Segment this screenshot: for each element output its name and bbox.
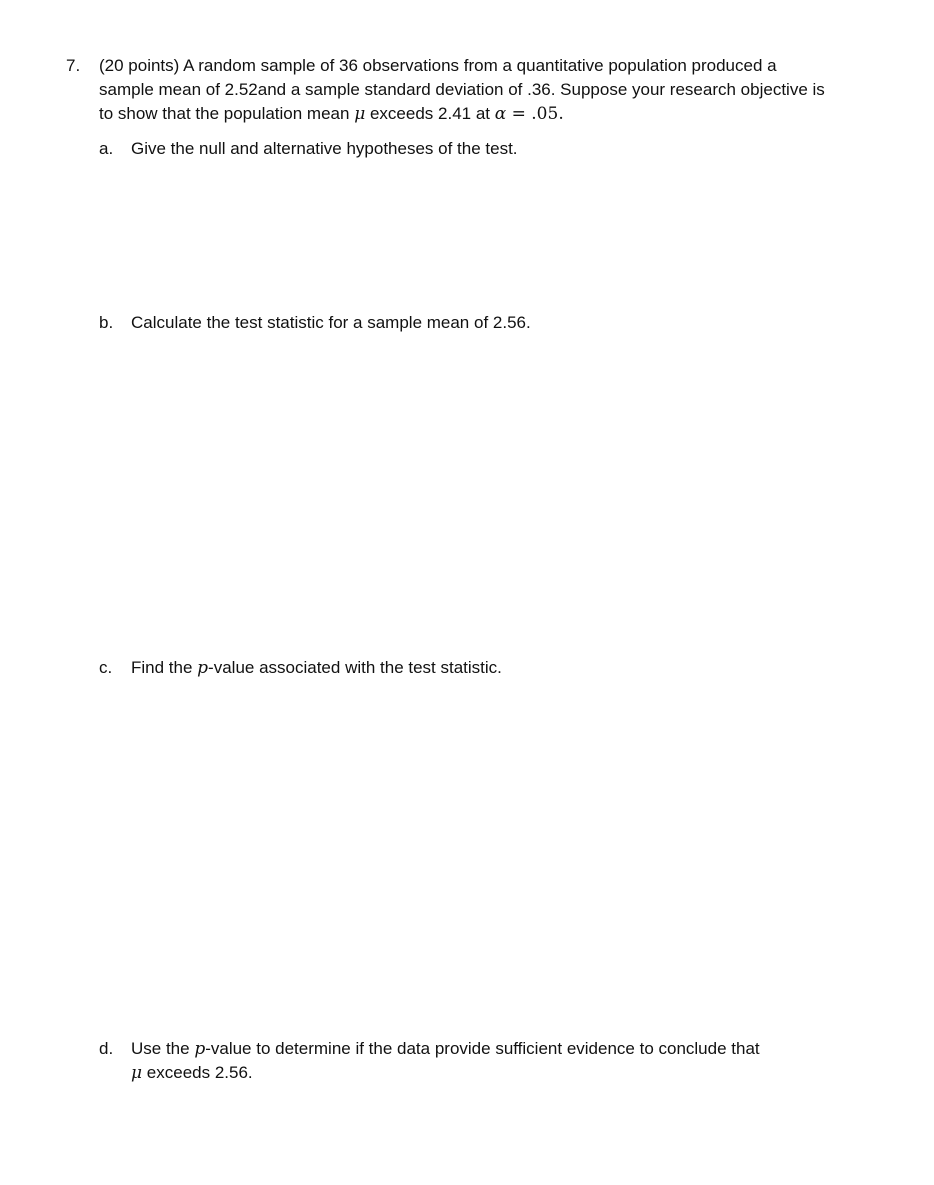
part-d-text <box>131 1037 851 1085</box>
part-d-line-1 <box>131 1037 851 1061</box>
p-symbol: p <box>197 658 209 678</box>
question-line-3-mid: exceeds 2.41 at <box>365 104 495 123</box>
part-d-text-pre: Use the <box>131 1039 195 1058</box>
question-number: 7. <box>66 56 81 75</box>
part-c-text-pre: Find the <box>131 658 198 677</box>
question-line-3 <box>99 102 889 126</box>
equals-sign: = <box>506 104 532 124</box>
part-a-text: Give the null and alternative hypotheses of the test. <box>131 139 518 158</box>
alpha-value: .05. <box>531 104 564 124</box>
part-d-line-2-text: exceeds 2.56. <box>142 1063 253 1082</box>
question-line-2: sample mean of 2.52and a sample standard deviation of .36. Suppose your research objective is <box>99 80 825 99</box>
part-b-letter: b. <box>99 313 114 332</box>
part-d-text-post: -value to determine if the data provide sufficient evidence to conclude that <box>205 1039 760 1058</box>
question-prompt <box>99 54 889 126</box>
part-d-line-2 <box>131 1061 851 1085</box>
part-c-text-post: -value associated with the test statistic. <box>208 658 502 677</box>
question-line-3-pre: to show that the population mean <box>99 104 355 123</box>
p-symbol: p <box>194 1039 206 1059</box>
mu-symbol: μ <box>131 1063 143 1083</box>
question-line-1: (20 points) A random sample of 36 observations from a quantitative population produced a <box>99 56 777 75</box>
part-c-text <box>131 656 851 680</box>
part-c-letter: c. <box>99 658 113 677</box>
part-a-letter: a. <box>99 139 114 158</box>
part-b-text: Calculate the test statistic for a sample mean of 2.56. <box>131 313 531 332</box>
mu-symbol: μ <box>354 104 366 124</box>
part-d-letter: d. <box>99 1039 114 1058</box>
alpha-symbol: α <box>494 104 507 124</box>
